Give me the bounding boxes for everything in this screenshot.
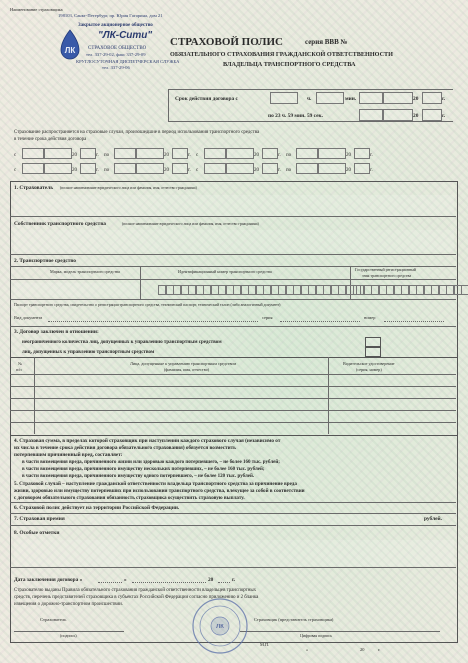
term-start-minute-field[interactable] bbox=[316, 92, 344, 104]
col-license-1: Водительское удостоверение bbox=[343, 361, 395, 366]
coverage-4-to-year-prefix: 20 bbox=[346, 168, 351, 173]
coverage-3-to-g: г. bbox=[188, 168, 191, 173]
policy-subtitle-1: ОБЯЗАТЕЛЬНОГО СТРАХОВАНИЯ ГРАЖДАНСКОЙ ОТВЕТСТВЕННОСТИ bbox=[170, 51, 393, 58]
contract-date-year-suffix: г. bbox=[232, 577, 236, 583]
coverage-3-from-month[interactable] bbox=[44, 163, 72, 174]
term-minute-label: мин. bbox=[345, 96, 357, 102]
section-4-line-6: в части возмещения вреда, причиненного имуществу одного потерпевшего, – не более 120 тыс. рублей. bbox=[22, 474, 255, 479]
coverage-to-3: по bbox=[104, 168, 110, 173]
doc-series-label: серия bbox=[262, 315, 273, 320]
coverage-2-from-month[interactable] bbox=[226, 148, 254, 159]
premium-amount-field[interactable] bbox=[90, 515, 422, 525]
insured-name-field[interactable] bbox=[14, 195, 454, 217]
term-end-year-field[interactable] bbox=[422, 109, 442, 121]
section-4-line-4: в части возмещения вреда, причиненного жизни или здоровью каждого потерпевшего, – не более 160 тыс. рублей; bbox=[22, 460, 280, 465]
term-year-prefix: 20 bbox=[413, 96, 419, 102]
section-4-line-1: 4. Страховая сумма, в пределах которой страховщик при наступлении каждого страхового случая (независимо от bbox=[14, 438, 281, 444]
term-end-day-field[interactable] bbox=[359, 109, 383, 121]
notice-line-2: средств, перечень представителей страховщика в субъектах Российской Федерации согласно приложению и 2 бланка bbox=[14, 595, 259, 600]
coverage-4-from-month[interactable] bbox=[226, 163, 254, 174]
coverage-1-from-day[interactable] bbox=[22, 148, 44, 159]
coverage-1-from-g: г. bbox=[96, 153, 99, 158]
term-start-year-field[interactable] bbox=[422, 92, 442, 104]
coverage-1-to-year-prefix: 20 bbox=[164, 153, 169, 158]
contract-date-year-prefix: 20 bbox=[208, 577, 214, 583]
col-vehicle-make: Марка, модель транспортного средства bbox=[50, 269, 120, 274]
policy-subtitle-2: ВЛАДЕЛЬЦА ТРАНСПОРТНОГО СРЕДСТВА bbox=[223, 61, 356, 68]
table-row bbox=[10, 410, 456, 411]
section-2-label: 2. Транспортное средство bbox=[14, 258, 76, 264]
stamp-company-name: "ЛК-Сити" bbox=[98, 30, 153, 41]
passport-line: Паспорт транспортного средства, свидетельство о регистрации транспортного средства, технический паспорт, технический талон (либо аналогичный документ) bbox=[14, 303, 281, 307]
coverage-2-to-day[interactable] bbox=[296, 148, 318, 159]
coverage-line-2: в течение срока действия договора bbox=[14, 137, 87, 142]
owner-name-field[interactable] bbox=[14, 230, 454, 252]
coverage-4-from-year[interactable] bbox=[262, 163, 278, 174]
unlimited-checkbox[interactable] bbox=[365, 337, 381, 347]
section-5-line-2: жизни, здоровью или имуществу потерпевших при использовании транспортного средства, влекущее за собой в соответствии bbox=[14, 488, 305, 494]
coverage-1-to-year[interactable] bbox=[172, 148, 188, 159]
company-seal-icon bbox=[190, 596, 250, 656]
company-logo-icon bbox=[58, 29, 82, 61]
special-marks-field[interactable] bbox=[14, 540, 454, 566]
coverage-1-to-month[interactable] bbox=[136, 148, 164, 159]
coverage-to-4: по bbox=[286, 168, 292, 173]
coverage-4-to-month[interactable] bbox=[318, 163, 346, 174]
limited-checkbox[interactable] bbox=[365, 347, 381, 357]
coverage-4-from-day[interactable] bbox=[204, 163, 226, 174]
vehicle-make-field[interactable] bbox=[14, 283, 138, 297]
term-end-year-suffix: г. bbox=[442, 113, 446, 119]
section-1-label: 1. Страхователь bbox=[14, 185, 54, 191]
col-license-2: (серия, номер) bbox=[356, 367, 382, 372]
coverage-3-from-year-prefix: 20 bbox=[72, 168, 77, 173]
term-start-day-field[interactable] bbox=[359, 92, 383, 104]
policy-title: СТРАХОВОЙ ПОЛИС bbox=[170, 36, 283, 48]
coverage-3-from-g: г. bbox=[96, 168, 99, 173]
col-plate-2: знак транспортного средства bbox=[362, 273, 412, 278]
vin-cells[interactable] bbox=[158, 285, 361, 295]
term-end-year-prefix: 20 bbox=[413, 113, 419, 119]
section-4-line-5: в части возмещения вреда, причиненного имуществу нескольких потерпевших, – не более 160 тыс. рублей; bbox=[22, 467, 265, 472]
svg-text:ЛК: ЛК bbox=[216, 624, 224, 630]
col-persons-2: (фамилия, имя, отчество) bbox=[164, 367, 210, 372]
footer-date-year: 20 bbox=[360, 647, 365, 652]
coverage-line-1: Страхование распространяется на страховые случаи, произошедшие в период использования транспортного средства bbox=[14, 130, 260, 135]
notice-line-1: Страхователю выданы Правила обязательного страхования гражданской ответственности владельцев транспортных bbox=[14, 588, 257, 593]
svg-text:ЛК: ЛК bbox=[64, 46, 76, 55]
term-year-suffix: г. bbox=[442, 96, 446, 102]
section-7-label: 7. Страховая премия bbox=[14, 516, 65, 522]
coverage-1-to-day[interactable] bbox=[114, 148, 136, 159]
term-label: Срок действия договора с bbox=[175, 96, 238, 102]
coverage-2-from-year[interactable] bbox=[262, 148, 278, 159]
section-5-line-3: с договором обязательного страхования обязанность страховщика осуществить страховую выплату. bbox=[14, 495, 245, 501]
col-vehicle-vin: Идентификационный номер транспортного средства bbox=[178, 269, 272, 274]
coverage-2-to-year-prefix: 20 bbox=[346, 153, 351, 158]
col-plate-1: Государственный регистрационный bbox=[355, 267, 416, 272]
coverage-3-from-year[interactable] bbox=[80, 163, 96, 174]
section-8-label: 8. Особые отметки bbox=[14, 530, 60, 536]
footer-date-g: г. bbox=[378, 647, 381, 652]
coverage-2-to-g: г. bbox=[370, 153, 373, 158]
coverage-4-to-year[interactable] bbox=[354, 163, 370, 174]
term-until-label: по 23 ч. 59 мин. 59 сек. bbox=[268, 113, 323, 119]
coverage-1-from-month[interactable] bbox=[44, 148, 72, 159]
section-1-hint: (полное наименование юридического лица или фамилия, имя, отчество гражданина) bbox=[60, 186, 197, 190]
coverage-2-to-year[interactable] bbox=[354, 148, 370, 159]
coverage-4-from-year-prefix: 20 bbox=[254, 168, 259, 173]
section-6-text: 6. Страховой полис действует на территории Российской Федерации. bbox=[14, 505, 180, 511]
footer-date-open: « bbox=[306, 647, 309, 652]
stamp-company-type: СТРАХОВОЕ ОБЩЕСТВО bbox=[88, 46, 147, 51]
section-4-line-3: потерпевшим причиненный вред, составляет: bbox=[14, 452, 123, 458]
table-row bbox=[10, 398, 456, 399]
section-4-line-2: их числа в течение срока действия договора обязательного страхования) обязуется возместить bbox=[14, 445, 236, 451]
coverage-from-3: с bbox=[14, 168, 17, 173]
col-num-2: п/п bbox=[16, 367, 22, 372]
coverage-3-to-month[interactable] bbox=[136, 163, 164, 174]
coverage-to-1: по bbox=[104, 153, 110, 158]
term-start-hour-field[interactable] bbox=[270, 92, 298, 104]
insurer-signature-hint: (подпись) bbox=[60, 633, 77, 638]
insurer-name-label: Наименование страховщика bbox=[10, 7, 63, 12]
doc-type-label: Вид документа bbox=[14, 315, 43, 320]
coverage-from-1: с bbox=[14, 153, 17, 158]
premium-currency: рублей. bbox=[424, 516, 442, 522]
stamp-phones: тел. 337-29-02, факс 337-29-09 bbox=[86, 52, 146, 57]
coverage-2-from-year-prefix: 20 bbox=[254, 153, 259, 158]
coverage-2-from-g: г. bbox=[278, 153, 281, 158]
coverage-1-to-g: г. bbox=[188, 153, 191, 158]
section-5-line-1: 5. Страховой случай – наступление гражданской ответственности владельца транспортного средства за причинение вреда bbox=[14, 481, 297, 487]
stamp-dispatch: КРУГЛОСУТОЧНАЯ ДИСПЕТЧЕРСКАЯ СЛУЖБА bbox=[76, 59, 180, 64]
agent-label: Страховщик (представитель страховщика) bbox=[254, 617, 334, 622]
stamp-address: 198103, Санкт-Петербург, пр. Юрия Гагарина, дом 21 bbox=[58, 13, 163, 18]
coverage-4-to-day[interactable] bbox=[296, 163, 318, 174]
notice-line-3: извещения о дорожно-транспортном происшествии. bbox=[14, 602, 123, 607]
coverage-to-2: по bbox=[286, 153, 292, 158]
plate-cells[interactable] bbox=[356, 285, 468, 295]
term-hour-label: ч. bbox=[307, 96, 312, 102]
stamp-company-prefix: Закрытое акционерное общество bbox=[78, 23, 153, 28]
table-row bbox=[10, 422, 456, 423]
col-persons-1: Лица, допущенные к управлению транспортным средством bbox=[130, 361, 237, 366]
col-num-1: № bbox=[18, 361, 22, 366]
policy-series: серия ВВВ № bbox=[305, 38, 348, 46]
owner-hint: (полное наименование юридического лица или фамилия, имя, отчество гражданина) bbox=[122, 222, 259, 226]
term-start-month-field[interactable] bbox=[383, 92, 413, 104]
section-3-label: 3. Договор заключен в отношении: bbox=[14, 329, 99, 335]
section-3-option-unlimited: неограниченного количества лиц, допущенных к управлению транспортным средством bbox=[22, 340, 222, 345]
drivers-table bbox=[10, 357, 458, 436]
owner-label: Собственник транспортного средства bbox=[14, 221, 106, 227]
coverage-1-from-year[interactable] bbox=[80, 148, 96, 159]
coverage-3-to-day[interactable] bbox=[114, 163, 136, 174]
coverage-3-to-year-prefix: 20 bbox=[164, 168, 169, 173]
coverage-3-from-day[interactable] bbox=[22, 163, 44, 174]
coverage-4-from-g: г. bbox=[278, 168, 281, 173]
agent-hint: Цифровая подпись bbox=[300, 633, 333, 638]
section-3-option-limited: лиц, допущенных к управлению транспортным средством bbox=[22, 350, 155, 355]
coverage-2-from-day[interactable] bbox=[204, 148, 226, 159]
coverage-2-to-month[interactable] bbox=[318, 148, 346, 159]
coverage-3-to-year[interactable] bbox=[172, 163, 188, 174]
contract-date-close: » bbox=[124, 577, 127, 583]
term-end-month-field[interactable] bbox=[383, 109, 413, 121]
table-row bbox=[10, 386, 456, 387]
coverage-from-2: с bbox=[196, 153, 199, 158]
insurer-signature-label: Страхователь bbox=[40, 617, 67, 622]
coverage-1-from-year-prefix: 20 bbox=[72, 153, 77, 158]
mp-label: М.П. bbox=[260, 642, 270, 647]
stamp-dispatch-phone: тел. 337-29-06 bbox=[102, 65, 130, 70]
coverage-4-to-g: г. bbox=[370, 168, 373, 173]
doc-number-label: номер bbox=[364, 315, 376, 320]
coverage-from-4: с bbox=[196, 168, 199, 173]
contract-date-label: Дата заключения договора « bbox=[14, 577, 83, 583]
